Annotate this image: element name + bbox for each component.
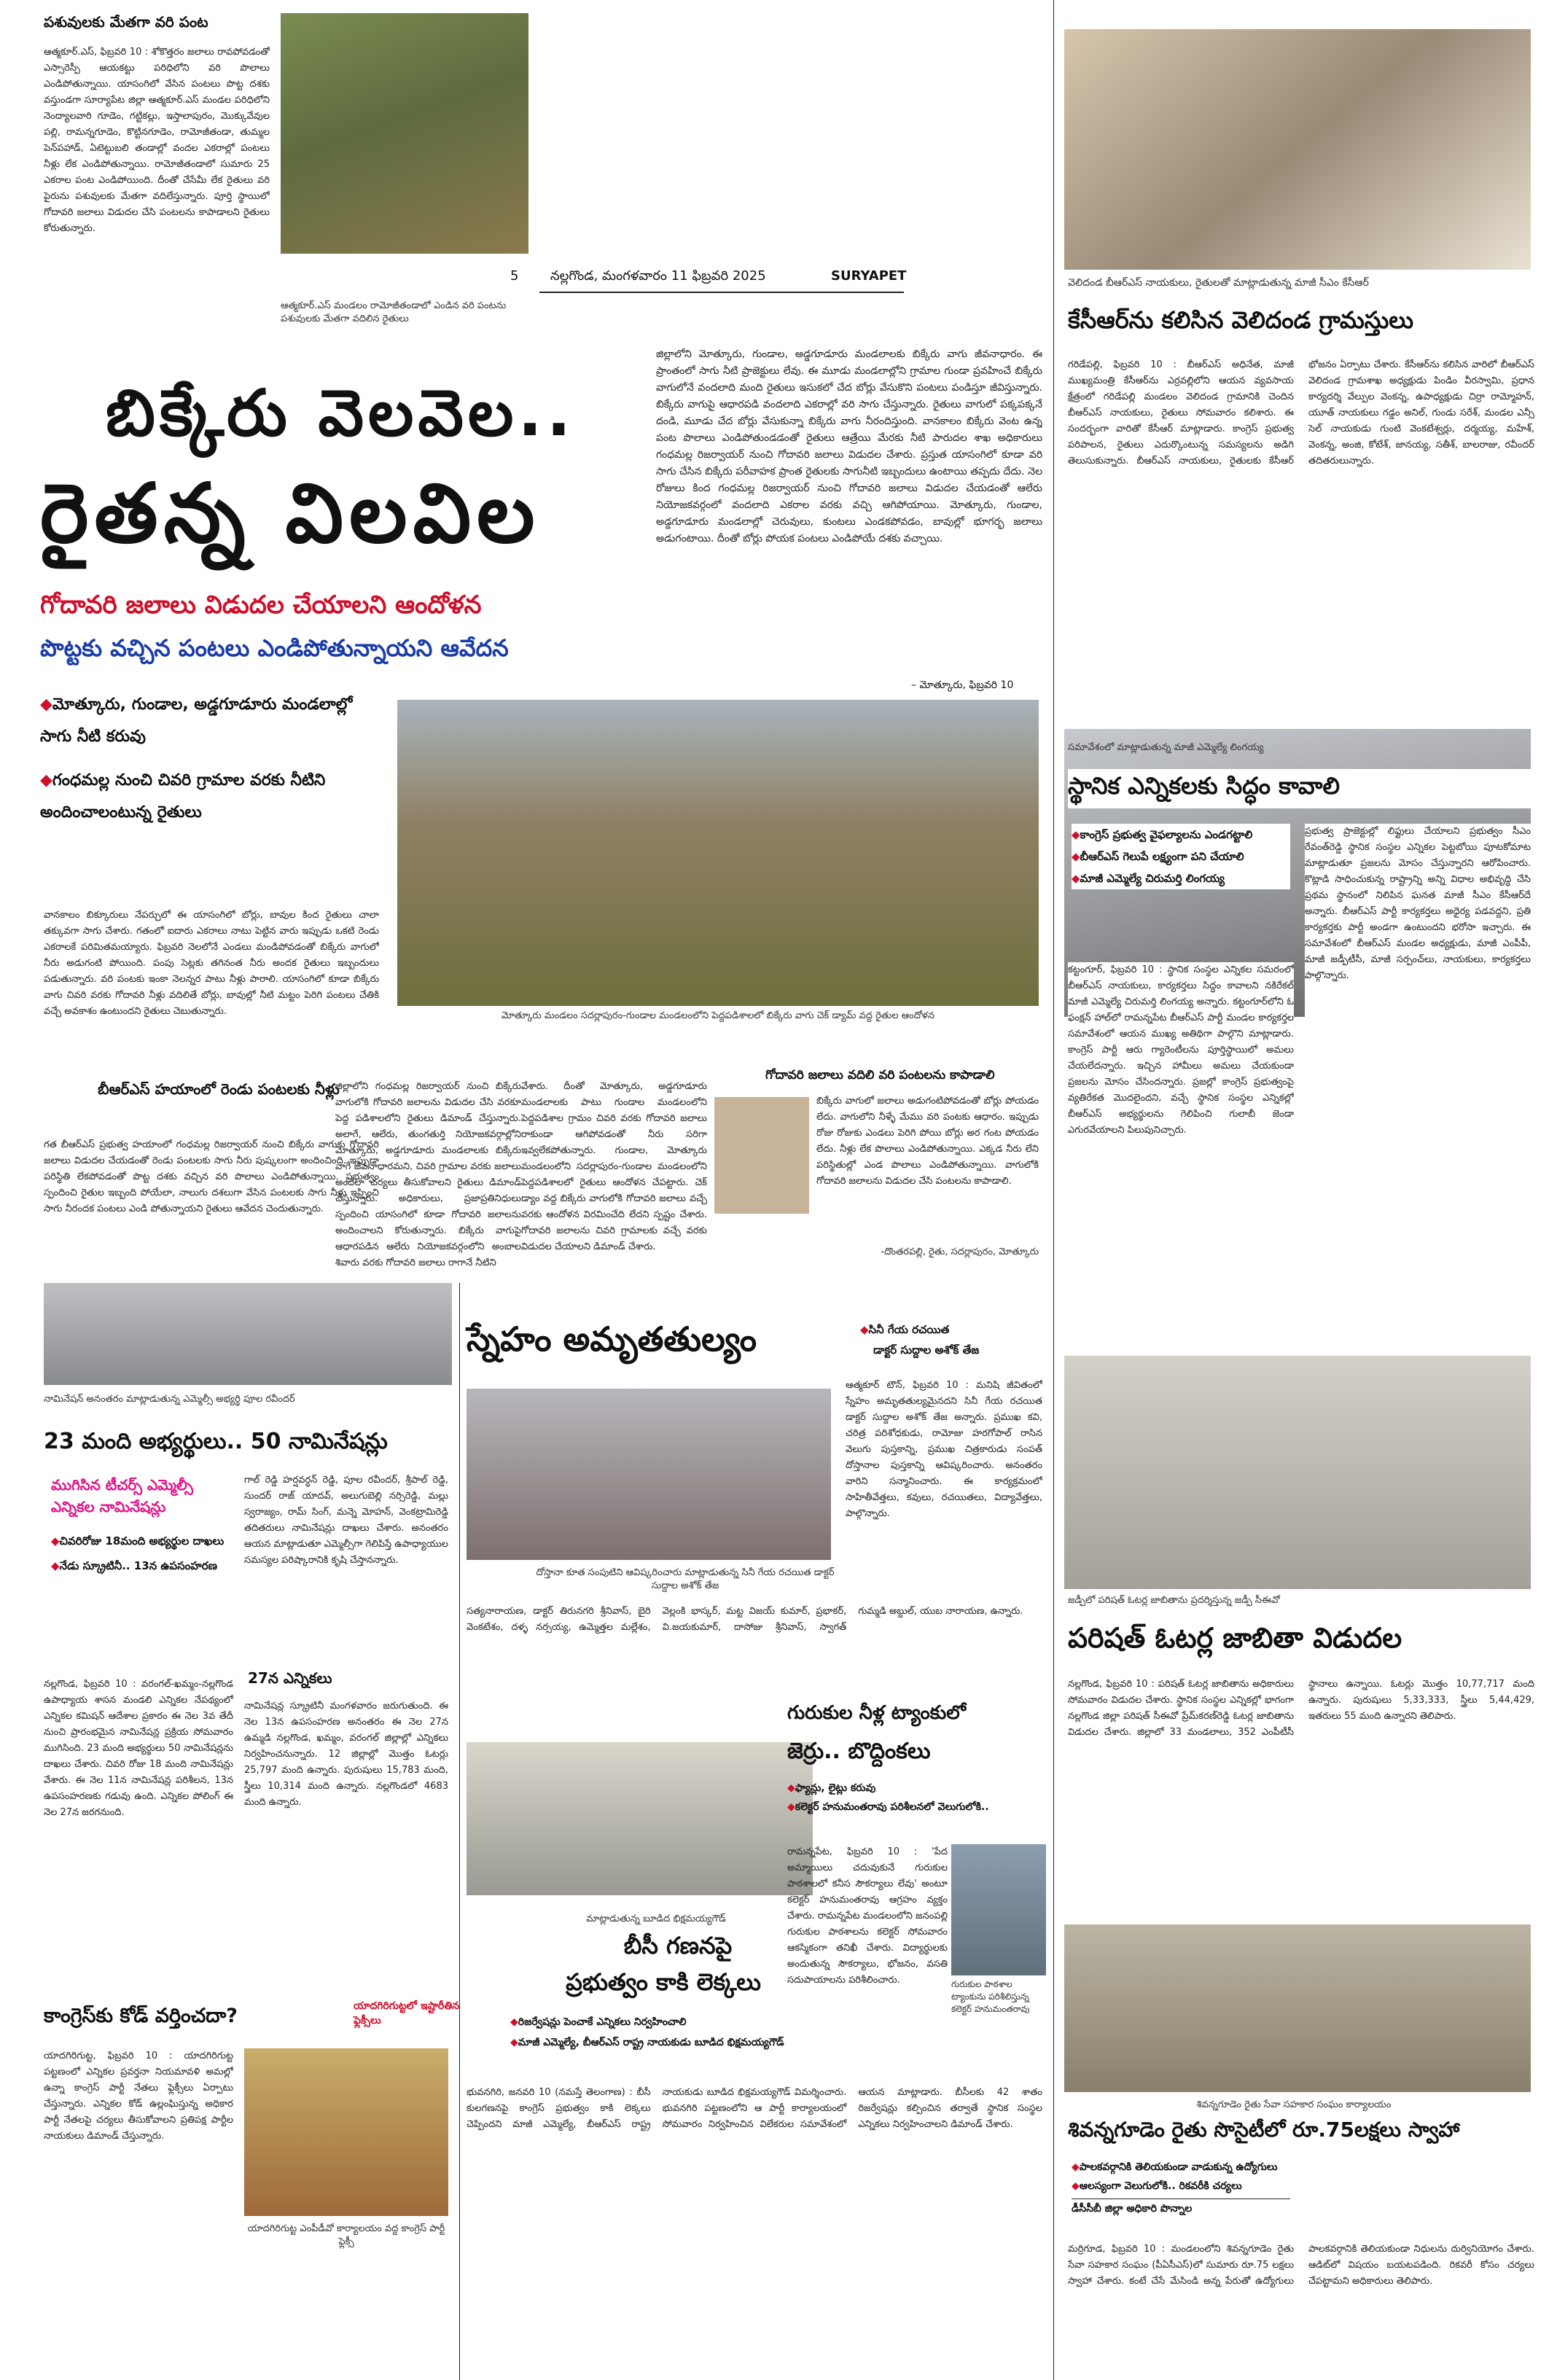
society-bullet: ◆ ఆలస్యంగా వెలుగులోకి.. రికవరీకి చర్యలు — [1072, 2177, 1290, 2196]
right-mid-bullet: ◆ మాజీ ఎమ్మెల్యే చిరుమర్తి లింగయ్య — [1072, 867, 1290, 889]
right-top-body: గరిడేపల్లి, ఫిబ్రవరి 10 : బీఆర్‌ఎస్ అధినేత, మాజీ ముఖ్యమంత్రి కేసీఆర్‌ను ఎర్రవల్లిలోని ఆయన వ్యవసాయ క్షేత్రంలో గరిడేపల్లి మండలం వెలిదండ గ్రామానికి చెందిన బీఆర్‌ఎస్ నాయకులు, రైతులు సోమవారం కలిశారు. ఈ సందర్భంగా వారితో కేసీఆర్ మాట్లాడారు. కాంగ్రెస్ ప్రభుత్వ పరిపాలన, రైతులు ఎదుర్కొంటున్న సమస్యలను అడిగి తెలుసుకున్నారు. బీఆర్‌ఎస్ నాయకులు, రైతులకు కేసీఆర్ భోజనం ఏర్పాటు చేశారు. కేసీఆర్‌ను కలిసిన వారిలో బీఆర్ఎస్ వెలిదండ గ్రామశాఖ అధ్యక్షుడు పిండిం వీరస్వామి, ప్రధాన కార్యదర్శి వేల్పుల వెంకన్న, ఉపాధ్యక్షుడు చిర్రా రామ్మోహన్, యూత్ నాయకులు గడ్డం అనిల్, గుండు సరేశ్, మండల ఎన్సీ సెల్ నాయకుడు గుంటి వెంకటేశ్వర్లు, దర్మయ్య, మహేశ్, వెంకన్న, అంజి, కోటేశ్, జానయ్య, సతీశ్, బాలరాజు, రవీందర్ తదితరులున్నారు. — [1068, 359, 1534, 467]
society-headline: శివన్నగూడెం రైతు సొసైటీలో రూ.75లక్షలు స్వాహా — [1068, 2118, 1460, 2142]
friendship-bullets — [860, 1319, 1042, 1360]
divider — [459, 1283, 460, 2380]
dateline: నల్లగొండ, మంగళవారం 11 ఫిబ్రవరి 2025 — [550, 268, 766, 284]
voters-kicker: జడ్పీలో పరిషత్ ఓటర్ల జాబితాను ప్రదర్శిస్తున్న జడ్పీ సీఈవో — [1068, 1595, 1280, 1606]
story-fodder — [44, 13, 270, 338]
friendship-body2: సత్యనారాయణ, డాక్టర్ తిరునగరి శ్రీనివాస్, బైరి వెంకటేశం, దళ్ళ నర్సయ్య, ఉమ్మెత్తల మల్లేశం, వెల్లంకి భాస్కర్, మట్ట విజయ్ కుమార్, ప్రభాకర్, వి.జయకుమార్, దాసోజు శ్రీనివాస్, స్వాగత్ గుమ్మడి అబ్దుల్, యుబ నారాయణ, ఉన్నారు. — [467, 1606, 1023, 1633]
quote-photo — [714, 1097, 809, 1214]
friendship-bullet: ◆ సినీ గేయ రచయిత — [860, 1319, 1042, 1340]
lead-bullet: ◆ మోత్కూరు, గుండాల, అడ్డగూడూరు మండలాల్లో సాగు నీటి కరువు — [40, 689, 375, 753]
gurukul-bullets — [787, 1779, 1035, 1817]
voters-photo — [1064, 1356, 1531, 1589]
lead-photo — [397, 700, 1039, 1006]
friendship-bullet: డాక్టర్ సుద్దాల అశోక్ తేజ — [873, 1343, 980, 1357]
mlc-photo — [44, 1283, 452, 1385]
story-title: పశువులకు మేతగా వరి పంట — [44, 13, 208, 31]
photo-caption: ఆత్మకూర్.ఎస్ మండలం రామోజీతండాలో ఎండిన వరి పంటను పశువులకు మేతగా వదిలిన రైతులు — [281, 300, 507, 324]
mlc-bullets — [51, 1531, 226, 1576]
mlc-sub: ముగిసిన టీచర్స్ ఎమ్మెల్సీ ఎన్నికల నామినేషన్లు — [51, 1476, 193, 1515]
mlc-sub2: 27న ఎన్నికలు — [248, 1669, 332, 1687]
right-top-headline: కేసీఆర్‌ను కలిసిన వెలిదండ గ్రామస్తులు — [1068, 306, 1414, 334]
congress-caption: యాదగిరిగుట్ట ఎంపీడీవో కార్యాలయం వద్ద కాంగ్రెస్ పార్టీ ఫ్లెక్సీ — [247, 2223, 445, 2247]
edition: SURYAPET — [831, 268, 907, 284]
mlc-body: నల్లగొండ, ఫిబ్రవరి 10 : వరంగల్-ఖమ్మం-నల్లగొండ ఉపాధ్యాయ శాసన మండలి ఎన్నికల నేపథ్యంలో ఎన్నికల కమిషన్ ఆదేశాల ప్రకారం ఈ నెల 3వ తేదీ నుంచి ప్రారంభమైన నామినేషన్ల ప్రక్రియ సోమవారం ముగిసింది. 23 మంది అభ్యర్థులు 50 నామినేషన్లను దాఖలు చేశారు. చివరి రోజు 18 మంది నామినేషన్లు వేశారు. ఈ నెల 11న నామినేషన్ల పరిశీలన, 13న ఉపసంహరణకు గడువు ఉంది. ఎన్నికల పోలింగ్ ఈ నెల 27న జరగనుంది. — [44, 1679, 233, 1818]
bc-bullet: ◆ మాజీ ఎమ్మెల్యే, బీఆర్‌ఎస్ రాష్ట్ర నాయకుడు బూడిద భిక్షమయ్యగౌడ్ — [510, 2032, 816, 2053]
bc-body: భువనగిరి, జనవరి 10 (నమస్తే తెలంగాణ) : బీసీ కులగణనపై కాంగ్రెస్ ప్రభుత్వం కాకి లెక్కలు చెప్పిందని మాజీ ఎమ్మెల్యే, బీఆర్‌ఎస్ రాష్ట్ర నాయకుడు బూడిద భిక్షమయ్యగౌడ్ విమర్శించారు. భువనగిరి పట్టణంలోని ఆ పార్టీ కార్యాలయంలో సోమవారం నిర్వహించిన విలేకరుల సమావేశంలో ఆయన మాట్లాడారు. బీసీలకు 42 శాతం రిజర్వేషన్లు కల్పించిన తర్వాతే స్థానిక సంస్థల ఎన్నికలు నిర్వహించాలని డిమాండ్ చేశారు. — [467, 2087, 1042, 2130]
right-mid-body-right: ప్రభుత్వ ప్రాజెక్టుల్లో లిఫ్టులు చేయాలని ప్రభుత్వం సీఎం రేవంత్‌రెడ్డి స్థానిక సంస్థల ఎన్నికల పెట్టబోయి పూటకోమాట మాట్లాడుతూ ప్రజలను మోసం చేస్తున్నారని ఆరోపించారు. కొట్లాడి సాధించుకున్న రాష్ట్రాన్ని అన్ని విధాల అభివృద్ధి చేసి ప్రథమ స్థానంలో నిలిపిన ఘనత మాజీ సీఎం కేసీఆర్‌దే అన్నారు. బీఆర్‌ఎస్ పార్టీ కార్యకర్తలు అధైర్య పడవద్దని, ప్రతి కార్యకర్తకు పార్టీ అండగా ఉంటుందని భరోసా ఇచ్చారు. ఈ సమావేశంలో బీఆర్‌ఎస్ మండల అధ్యక్షుడు, మాజీ ఎంపీపీ, మాజీ జడ్పీటీసీ, మాజీ సర్పంచ్‌లు, నాయకులు, కార్యకర్తలు పాల్గొన్నారు. — [1305, 824, 1531, 1341]
gurukul-bullet: ◆ ఫ్యాన్లు, లైట్లు కరువు — [787, 1779, 1035, 1798]
lead-bullet: ◆ గంధమల్ల నుంచి చివరి గ్రామాల వరకు నీటిని అందించాలంటున్న రైతులు — [40, 765, 375, 829]
lead-left-body: వానకాలం బిక్కూరులు నేపర్చులో ఈ యాసంగిలో బోర్లు, బావుల కింద రైతులు చాలా తక్కువగా సాగు చేశారు. గతంలో ఐదారు ఎకరాలు నాటు పెట్టిన వారు ఇప్పుడు ఒకటి రెండు ఎకరాలకే పరిమితమయ్యారు. ఫిబ్రవరి నెలలోనే ఎండలు మండిపోవడంతో బిక్కేరు వాగులో నీరు అడుగంటి పోయింది. పంపు సెట్లకు తగినంత నీరు అందక రైతులు ఇబ్బందులు పడుతున్నారు. వరి పంటకు ఇంకా నెలన్నర పాటు నీళ్లు పారాలి. యాసంగిలో కూడా బిక్కేరు వాగు చివరి వరకు గోదావరి నీళ్లు వదిలితే బోర్లు, బావుల్లో నీటి మట్టం పెరిగి పంటలు చేతికి వచ్చే అవకాశం ఉంటుందని రైతులు చెబుతున్నారు. — [44, 910, 379, 1017]
page-number: 5 — [510, 268, 519, 284]
mlc-bullet: ◆ నేడు స్క్రూటినీ.. 13న ఉపసంహరణ — [51, 1556, 226, 1576]
friendship-headline: స్నేహం అమృతతుల్యం — [467, 1319, 757, 1359]
lead-bullets — [40, 689, 375, 829]
friendship-photo — [467, 1389, 831, 1560]
society-kicker: శివన్నగూడెం రైతు సేవా సహకార సంఘం కార్యాలయం — [1196, 2099, 1392, 2110]
society-bullet: ◆ పాలకవర్గానికి తెలియకుండా వాడుకున్న ఉద్యోగులు — [1072, 2158, 1290, 2177]
friendship-caption: దోస్తానా కూత సంపుటిని ఆవిష్కరించారు మాట్లాడుతున్న సినీ గేయ రచయిత డాక్టర్ సుద్దాల అశోక్ తేజ — [536, 1567, 835, 1591]
mlc-headline: 23 మంది అభ్యర్థులు.. 50 నామినేషన్లు — [44, 1429, 388, 1454]
bc-photo — [467, 1742, 813, 1895]
lead-right-body: జిల్లాలోని మోత్కూరు, గుండాల, అడ్డగూడూరు మండలాలకు బిక్కేరు వాగు జీవనాధారం. ఈ ప్రాంతంలో సాగు నీటి ప్రాజెక్టులు లేవు. ఈ మూడు మండలాల్లోని గ్రామాల గుండా ప్రవహించే బిక్కేరు వాగులోనే వందలాది మంది రైతులు ఇసుకలో చేద బోర్లు వేసుకొని పంటలు పండిస్తూ జీవిస్తున్నారు. బిక్కేరు వాగుపై ఆధారపడి వందలాది ఎకరాల్లో వరి సాగు చేస్తున్నారు. రైతులు వాగులో పక్కపక్కనే దండి, మూడు చేద బోర్లు వేసుకున్నా బిక్కేరు వాగు నీరందిస్తుంది. వానకాలం బిక్కేరు వెంట ఉన్న పంట పొలాలు ఎండిపోతుండడంతో రైతులు ఆత్రేయి మేరకు నీటి పారుదల శాఖ అధికారులు గంధమల్ల రిజర్వాయర్ నుంచి గోదావరి జలాలు విడుదల చేశారు. ప్రస్తుత యాసంగిలో కూడా వరి సాగు చేసిన బిక్కేరు పరీవాహక ప్రాంత రైతులకు సాగునీటి ఇబ్బందులు ఉంటాయి తప్పదు దేదు. నెల రోజులు కింద గంధమల్ల రిజర్వాయర్ నుంచి గోదావరి జలాలు విడుదల చేయడంతో ఆలేరు నియోజకవర్గంలో వందలాది ఎకరాల వరకు వచ్చి ఆగిపోయాయి. మోత్కూరు, గుండాల, అడ్డగూడూరు మండలాల్లో చెరువులు, కుంటలు ఎండకపోవడం, బావుల్లో భూగర్భ జలాలు అడుగంటాయి. దీంతో బోర్లు పోయక పంటలు ఎండిపోయే దశకు వచ్చాయి. — [656, 348, 1042, 545]
congress-photo — [244, 2048, 448, 2216]
lead-col2: జిల్లాలోని గంధమల్ల రిజర్వాయర్ నుంచి బిక్కేరు వాగులోకి గోదావరి జలాలను విడుదల చేసి వరకూ పెద్ద పడిశాలలోని రైతులు డిమాండ్ చేస్తున్నారు. అలాగే, ఆలేరు, తుంగతుర్తి నియోజకవర్గాల్లోని మోత్కూరు, అడ్డగూడూరు మండలాలకు బిక్కేరు వాగే జీవనాధారమని, చివరి గ్రామాల వరకు జలాలు అందేలా చర్యలు తీసుకోవాలని రైతులు డిమాండ్ చేస్తున్నారు. అధికారులు, ప్రజాప్రతినిధులు స్పందించి యాసంగిలో కూడా గోదావరి జలాలను అందించాలని కోరుతున్నారు. బిక్కేరు వాగుపై ఆధారపడిన ఆలేరు నియోజకవర్గంలోని అంబాల శివారు వరకు గోదావరి జలాలు రాగానే నీటిని — [335, 1081, 521, 1268]
right-mid-bullet: ◆ కాంగ్రెస్ ప్రభుత్వ వైఫల్యాలను ఎండగట్టాలి — [1072, 824, 1290, 846]
gurukul-photo — [951, 1844, 1046, 1975]
lead-sub-2: పొట్టకు వచ్చిన పంటలు ఎండిపోతున్నాయని ఆవేదన — [40, 634, 509, 662]
society-body: మర్రిగూడ, ఫిబ్రవరి 10 : మండలంలోని శివన్నగూడెం రైతు సేవా సహకార సంఘం (పీఏసీఎస్)లో సుమారు రూ.75 లక్షలు స్వాహా చేశారు. కంటే చేసే మేసిండి అన్న పేరుతో ఉద్యోగులు పాలకవర్గానికి తెలియకుండా నిధులను దుర్వినియోగం చేశారు. ఆడిట్‌లో విషయం బయటపడింది. రికవరీ కోసం చర్యలు చేపట్టామని అధికారులు తెలిపారు. — [1068, 2244, 1534, 2287]
bc-bullets — [510, 2012, 816, 2053]
lead-headline-1: బిక్కేరు వెలవెల.. — [106, 375, 576, 450]
gurukul-bullet: ◆ కలెక్టర్ హనుమంతరావు పరిశీలనలో వెలుగులోకి.. — [787, 1798, 1035, 1817]
right-mid-kicker: సమావేశంలో మాట్లాడుతున్న మాజీ ఎమ్మెల్యే లింగయ్య — [1068, 742, 1264, 753]
masthead-rule — [539, 292, 904, 293]
box-head: బీఆర్‌ఎస్ హయాంలో రెండు పంటలకు నీళ్లు — [98, 1080, 340, 1098]
masthead — [437, 262, 1093, 289]
gurukul-headline-1: గురుకుల నీళ్ల ట్యాంకులో — [787, 1702, 966, 1724]
congress-body: యాదగిరిగుట్ట, ఫిబ్రవరి 10 : యాదగిరిగుట్ట పట్టణంలో ఎన్నికల ప్రవర్తనా నియమావళి అమల్లో ఉన్నా కాంగ్రెస్ పార్టీ నేతలు ఫ్లెక్సీలు ఏర్పాటు చేస్తున్నారు. ఎన్నికల కోడ్ ఉల్లంఘిస్తున్న అధికార పార్టీ నేతలపై చర్యలు తీసుకోవాలని ప్రతిపక్ష పార్టీల నాయకులు డిమాండ్ చేస్తున్నారు. — [44, 2051, 233, 2142]
mlc-col2: గాల్ రెడ్డి హర్షవర్ధన్ రెడ్డి, పూల రవీందర్, శ్రీపాల్ రెడ్డి, సుందర్ రాజ్ యాదవ్, అలుగుబెల్లి నర్సిరెడ్డి, మల్లు స్వరాజ్యం, రామ్ సింగ్, మన్నె మోహన్, వెంకట్రామిరెడ్డి తదితరులు నామినేషన్లు దాఖలు చేశారు. అనంతరం ఆయన మాట్లాడుతూ ఎమ్మెల్సీగా గెలిపిస్తే ఉపాధ్యాయుల సమస్యల పరిష్కారానికి కృషి చేస్తానన్నారు. — [244, 1475, 448, 1566]
bc-bullet: ◆ రిజర్వేషన్లు పెంచాకే ఎన్నికలు నిర్వహించాలి — [510, 2012, 816, 2032]
right-mid-body-left: కట్టంగూర్, ఫిబ్రవరి 10 : స్థానిక సంస్థల ఎన్నికల సమరంలో బీఆర్‌ఎస్ నాయకులు, కార్యకర్తలు సిద్ధం కావాలని నకిరేకల్ మాజీ ఎమ్మెల్యే చిరుమర్తి లింగయ్య అన్నారు. కట్టంగూర్‌లోని ఓ ఫంక్షన్ హాల్‌లో రామన్నపేట బీఆర్‌ఎస్ పార్టీ మండల కార్యకర్తల సమావేశంలో ఆయన ముఖ్య అతిథిగా పాల్గొని మాట్లాడారు. కాంగ్రెస్ పార్టీ ఆరు గ్యారెంటీలను పూర్తిస్థాయిలో అమలు చేయలేదన్నారు. ఇచ్చిన హామీలు అమలు చేయకుండా ప్రజలను మోసం చేసిందన్నారు. ప్రజల్లో కాంగ్రెస్ ప్రభుత్వంపై వ్యతిరేకత మొదలైందని, వచ్చే స్థానిక సంస్థల ఎన్నికల్లో బీఆర్‌ఎస్ అభ్యర్థులను గెలిపించి గులాబీ జెండా ఎగురవేయాలని పిలుపునిచ్చారు. — [1068, 962, 1294, 1341]
society-bullets — [1072, 2158, 1290, 2218]
lead-photo-caption: మోత్కూరు మండలం సదర్లాపురం-గుండాల మండలంలోని పెద్దపడిశాలలో బిక్కేరు వాగు చెక్ డ్యామ్ వద్ద రైతుల ఆందోళన — [501, 1010, 935, 1021]
mlc-kicker: నామినేషన్ అనంతరం మాట్లాడుతున్న ఎమ్మెల్సీ అభ్యర్థి పూల రవీందర్ — [44, 1394, 295, 1405]
divider — [1053, 0, 1054, 2380]
society-photo — [1064, 1924, 1531, 2092]
gurukul-body: రామన్నపేట, ఫిబ్రవరి 10 : 'పేద అమ్మాయిలు చదువుకునే గురుకుల పాఠశాలలో కనీస సౌకర్యాలు లేవు' అంటూ కలెక్టర్ హనుమంతరావు ఆగ్రహం వ్యక్తం చేశారు. రామన్నపేట మండలంలోని జనంపల్లి గురుకుల పాఠశాలను కలెక్టర్ సోమవారం ఆకస్మికంగా తనిఖీ చేశారు. విద్యార్థులకు అందుతున్న సౌకర్యాలు, భోజనం, వసతి సదుపాయాలను పరిశీలించారు. — [787, 1846, 948, 1986]
photo-fodder — [281, 13, 528, 254]
gurukul-headline-2: జెర్రు.. బొద్దింకలు — [787, 1739, 931, 1764]
voters-headline: పరిషత్ ఓటర్ల జాబితా విడుదల — [1068, 1622, 1402, 1654]
society-bullet: డీసీసీబీ జిల్లా అధికారి పొన్నాల — [1072, 2198, 1290, 2218]
right-top-photo — [1064, 29, 1531, 270]
lead-right-dateline: – మోత్కూరు, ఫిబ్రవరి 10 — [911, 679, 1014, 691]
lead-headline-2: రైతన్న విలవిల — [40, 467, 541, 561]
right-top-kicker: వెలిదండ బీఆర్ఎస్ నాయకులు, రైతులతో మాట్లాడుతున్న మాజీ సీఎం కేసీఆర్ — [1068, 277, 1369, 289]
mlc-bullet: ◆ చివరిరోజు 18మంది అభ్యర్థుల దాఖలు — [51, 1531, 226, 1551]
congress-tag: యాదగిరిగుట్టలో ఇష్టారీతిన ఫ్లెక్సీలు — [354, 2000, 460, 2026]
lead-col3: వేశారు. దీంతో మోత్కూరు, అడ్డగూడూరు మండలాలకు పాటు గుండాల మండలంలోని పెద్దపడిశాల గ్రామం చివరి వరకు గోదావరి జలాలు రాకుండా ఆగిపోవడంతో నీరు సరిగా ఇవ్వలేకపోతున్నారు. గుండాల, మోత్కూరు మండలంలోని సదర్లాపురం-గుండాల మండలంలోని పెద్దపడిశాలలో రైతులు ఆందోళన చేపట్టారు. చెక్ డ్యాం వద్ద బిక్కేరు వాగులోకి గోదావరి జలాలు వచ్చే వరకు ఆందోళన విరమించేది లేదని స్పష్టం చేశారు. గోదావరి జలాలను చివరి గ్రామాలకు వచ్చే వరకు విడుదల చేయాలని డిమాండ్ చేశారు. — [521, 1081, 707, 1252]
voters-body: నల్లగొండ, ఫిబ్రవరి 10 : పరిషత్ ఓటర్ల జాబితాను అధికారులు సోమవారం విడుదల చేశారు. స్థానిక సంస్థల ఎన్నికల్లో భాగంగా నల్లగొండ జిల్లా పరిషత్ సీఈవో ప్రేమ్‌కరణ్‌రెడ్డి ఓటర్ల జాబితాను విడుదల చేశారు. జిల్లాలో 33 మండలాలు, 352 ఎంపీటీసీ స్థానాలు ఉన్నాయి. ఓటర్లు మొత్తం 10,77,717 మంది ఉన్నారు. పురుషులు 5,33,333, స్త్రీలు 5,44,429, ఇతరులు 55 మంది ఉన్నారని తెలిపారు. — [1068, 1679, 1534, 1738]
bc-headline-2: ప్రభుత్వం కాకి లెక్కలు — [566, 1968, 761, 1996]
story-body: ఆత్మకూర్.ఎస్, ఫిబ్రవరి 10 : శోకొత్తరం జలాలు రావపోవడంతో ఎస్సారెస్పీ ఆయకట్టు పరిధిలోని వరి పొలాలు ఎండిపోతున్నాయి. యాసంగిలో వేసిన పంటలు పొట్ట దశకు వస్తుండగా సూర్యాపేట జిల్లా ఆత్మకూర్.ఎస్ మండల పరిధిలోని నెంద్యాలవారి గూడెం, గట్టికల్లు, ఇస్తాలాపురం, మొక్కువేవుల పల్లి, రామన్నగూడెం, కొట్టినగూడెం, రామోజీతండా, తుమ్మల పెన్‌పహాడ్, ఏటెట్టుబలి తండాల్లో వందల ఎకరాల్లో పంటలు నీళ్లు లేక ఎండిపోతున్నాయి. రామోజీతండాలో సుమారు 25 ఎకరాల పంట ఎండిపోయింది. దీంతో చేసేమీ లేక రైతులు వరి పైరును పశువులకు మేతగా వదిలేస్తున్నారు. పూర్తి స్థాయిలో గోదావరి జలాలు విడుదల చేసి పంటలను కాపాడాలని రైతులు కోరుతున్నారు. — [44, 47, 270, 234]
right-mid-bullets — [1072, 824, 1290, 889]
right-mid-headline: స్థానిక ఎన్నికలకు సిద్ధం కావాలి — [1068, 769, 1534, 808]
quote-head: గోదావరి జలాలు వదిలి వరి పంటలను కాపాడాలి — [765, 1068, 995, 1082]
quote-byline: -దొంతరపల్లి, రైతు, సదర్లాపురం, మోత్కూరు — [881, 1246, 1039, 1257]
bc-headline-1: బీసీ గణనపై — [623, 1932, 733, 1959]
quote-body-text: బిక్కేరు వాగులో జలాలు అడుగంటిపోవడంతో బోర్లు పోయడం లేదు. వాగులోని నీళ్ళే మేము వరి పంటకు ఆధారం. ఇప్పుడు రోజు రోజుకు ఎండలు పెరిగి పోయి బోర్లు అర గంట పోయడం లేదు. నీళ్లు లేక పొలాలు ఎండిపోతున్నాయి. ఎక్కడ నీరు లేని పరిస్థితుల్లో ఎండ పొలాలు ఎండిపోతున్నాయి. వాగులోకి గోదావరి జలాలను విడుదల చేసి పంటలను కాపాడాలి. — [816, 1096, 1039, 1187]
box-body: గత బీఆర్‌ఎస్ ప్రభుత్వ హయాంలో గంధమల్ల రిజర్వాయర్ నుంచి బిక్కేరు వాగుకు గోదావరి జలాలు విడుదల చేయడంతో రెండు పంటలకు సాగు నీరు పుష్కలంగా అందించింది. ఇప్పుడా పరిస్థితి లేకపోవడంతో పొట్ట దశకు వచ్చిన వరి పొలాలు ఎండిపోతున్నాయి. ప్రభుత్వం స్పందించి రైతుల ఇబ్బంది పోయేలా, నాలుగు దశలుగా వేసిన పంటలకు సాగు నీళ్లు ఇప్పించి సాగు నీరందక పంటలు ఎండి పోతున్నాయని రైతులు ఆవేదన చెందుతున్నారు. — [44, 1139, 379, 1214]
congress-headline: కాంగ్రెస్‌కు కోడ్ వర్తించదా? — [44, 2005, 238, 2027]
gurukul-caption: గురుకుల పాఠశాల ట్యాంకును పరిశీలిస్తున్న కలెక్టర్ హనుమంతరావు — [951, 1979, 1030, 2014]
friendship-body: ఆత్మకూర్ టౌన్, ఫిబ్రవరి 10 : మనిషి జీవితంలో స్నేహం అమృతతుల్యమైనదని సినీ గేయ రచయిత డాక్టర్ సుద్దాల అశోక్ తేజ అన్నారు. ప్రముఖ కవి, చరిత్ర పరిశోధకుడు, రామోజు హరగోపాల్ రాసిన వెలుగు పుస్తకాన్ని, ప్రముఖ చిత్రకారుడు సంపత్ దోస్తానాల పుస్తకాన్ని ఆవిష్కరించారు. అనంతరం వారిని సన్మానించారు. ఈ కార్యక్రమంలో సాహితీవేత్తలు, కవులు, రచయితలు, విద్యావేత్తలు, పాల్గొన్నారు. — [846, 1380, 1042, 1519]
lead-sub-1: గోదావరి జలాలు విడుదల చేయాలని ఆందోళన — [40, 590, 482, 620]
mlc-col2b: నామినేషన్ల స్క్రూటినీ మంగళవారం జరుగుతుంది. ఈ నెల 13న ఉపసంహరణ అనంతరం ఈ నెల 27న ఉమ్మడి నల్లగొండ, ఖమ్మం, వరంగల్ జిల్లాల్లో ఎన్నికలు నిర్వహించనున్నారు. 12 జిల్లాల్లో మొత్తం ఓటర్లు 25,797 మంది ఉన్నారు. పురుషులు 15,783 మంది, స్త్రీలు 10,314 మంది ఉన్నారు. నల్లగొండలో 4683 మంది ఉన్నారు. — [244, 1701, 448, 1808]
right-mid-bullet: ◆ బీఆర్‌ఎస్ గెలుపే లక్ష్యంగా పని చేయాలి — [1072, 846, 1290, 867]
bc-kicker: మాట్లాడుతున్న బూడిద భిక్షమయ్యగౌడ్ — [586, 1913, 726, 1924]
